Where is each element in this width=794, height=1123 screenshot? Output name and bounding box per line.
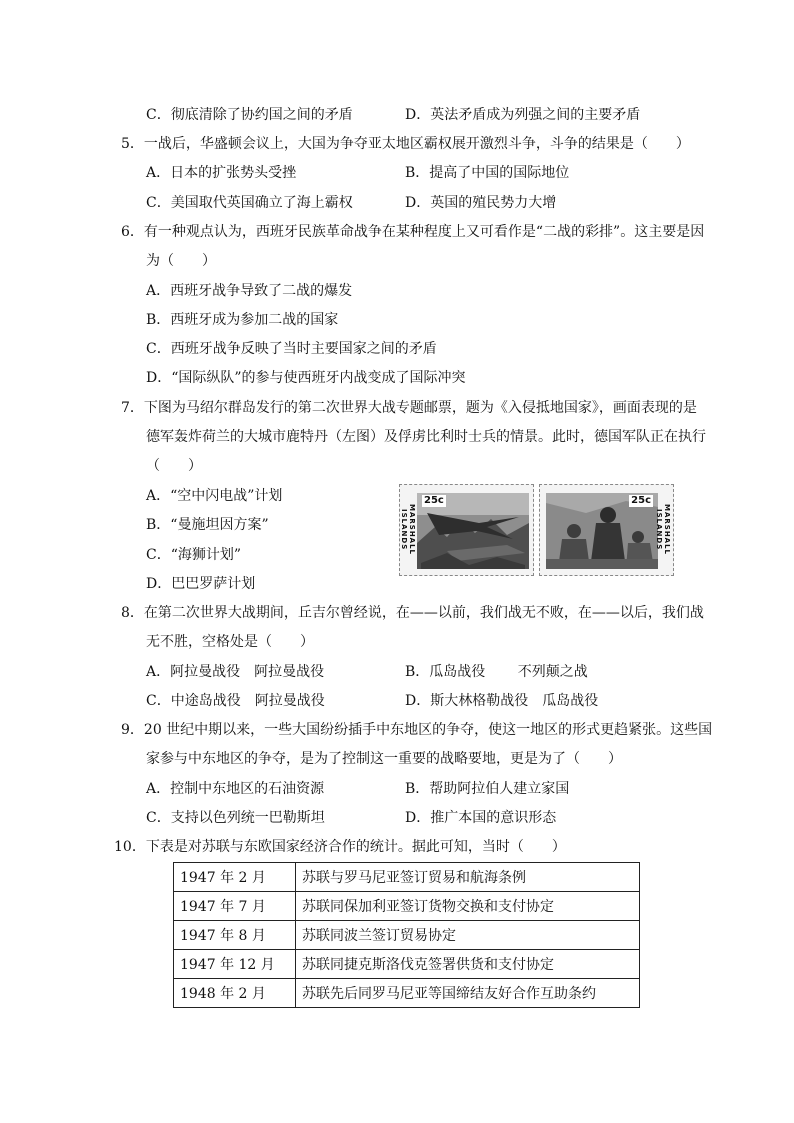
q9-option-a: A．控制中东地区的石油资源 [146,781,325,797]
table-cell-event: 苏联同波兰签订贸易协定 [296,921,640,950]
table-row [174,921,640,950]
table-cell-date: 1947 年 12 月 [174,950,296,979]
q6-option-d: D．“国际纵队”的参与使西班牙内战变成了国际冲突 [146,370,466,386]
q9-option-d: D．推广本国的意识形态 [405,810,557,826]
stamp-right-country: MARSHALL ISLANDS [655,504,671,556]
q7-option-c: C．“海狮计划” [146,547,242,563]
q6-option-b: B．西班牙成为参加二战的国家 [146,312,339,328]
q8-stem-line2: 无不胜，空格处是（ ） [146,634,314,650]
q8-stem-line1: 8．在第二次世界大战期间，丘吉尔曾经说，在——以前，我们战无不败，在——以后，我们战 [121,605,704,621]
q5-option-b: B．提高了中国的国际地位 [405,165,570,181]
table-cell-date: 1947 年 8 月 [174,921,296,950]
q8-option-a: A．阿拉曼战役 阿拉曼战役 [146,664,325,680]
q9-stem-line2: 家参与中东地区的争夺，是为了控制这一重要的战略要地，更是为了（ ） [146,751,622,767]
table-cell-date: 1947 年 2 月 [174,863,296,892]
table-row [174,863,640,892]
q9-stem-line1: 9．20 世纪中期以来，一些大国纷纷插手中东地区的争夺，使这一地区的形式更趋紧张。这些国 [121,722,713,738]
table-row [174,950,640,979]
q7-option-b: B．“曼施坦因方案” [146,517,269,533]
q7-stem-line3: （ ） [146,458,202,474]
q7-option-d: D．巴巴罗萨计划 [146,576,256,592]
q5-option-d: D．英国的殖民势力大增 [405,195,557,211]
table-cell-event: 苏联同保加利亚签订货物交换和支付协定 [296,892,640,921]
q4-option-c: C．彻底清除了协约国之间的矛盾 [146,107,353,123]
q6-stem-line1: 6．有一种观点认为，西班牙民族革命战争在某种程度上又可看作是“二战的彩排”。这主要是因 [121,224,705,240]
q7-stem-line2: 德军轰炸荷兰的大城市鹿特丹（左图）及俘虏比利时士兵的情景。此时，德国军队正在执行 [146,429,706,445]
q10-stem: 10．下表是对苏联与东欧国家经济合作的统计。据此可知，当时（ ） [114,839,566,855]
q8-option-d: D．斯大林格勒战役 瓜岛战役 [405,693,599,709]
q4-option-d: D．英法矛盾成为列强之间的主要矛盾 [405,107,641,123]
q5-option-a: A．日本的扩张势头受挫 [146,165,297,181]
q6-option-a: A．西班牙战争导致了二战的爆发 [146,283,353,299]
stamp-right-value: 25c [631,495,651,506]
q9-option-b: B．帮助阿拉伯人建立家国 [405,781,570,797]
stamp-right [539,484,674,576]
table-cell-event: 苏联先后同罗马尼亚等国缔结友好合作互助条约 [296,979,640,1008]
q5-option-c: C．美国取代英国确立了海上霸权 [146,195,353,211]
q8-option-c: C．中途岛战役 阿拉曼战役 [146,693,325,709]
stamp-left-value: 25c [424,495,444,506]
q7-option-a: A．“空中闪电战”计划 [146,488,283,504]
q7-stem-line1: 7．下图为马绍尔群岛发行的第二次世界大战专题邮票，题为《入侵抵地国家》，画面表现的是 [121,400,697,416]
table-cell-event: 苏联与罗马尼亚签订贸易和航海条例 [296,863,640,892]
table-cell-event: 苏联同捷克斯洛伐克签署供货和支付协定 [296,950,640,979]
q10-table [173,862,640,1008]
table-cell-date: 1947 年 7 月 [174,892,296,921]
q5-stem: 5．一战后，华盛顿会议上，大国为争夺亚太地区霸权展开激烈斗争，斗争的结果是（ ） [121,136,690,152]
table-cell-date: 1948 年 2 月 [174,979,296,1008]
table-row [174,892,640,921]
table-row [174,979,640,1008]
stamp-left [399,484,534,576]
stamp-images [399,484,674,576]
stamp-left-country: MARSHALL ISLANDS [400,504,416,556]
q8-option-b: B．瓜岛战役 不列颠之战 [405,664,588,680]
q9-option-c: C．支持以色列统一巴勒斯坦 [146,810,325,826]
q6-stem-line2: 为（ ） [146,253,216,269]
q6-option-c: C．西班牙战争反映了当时主要国家之间的矛盾 [146,341,437,357]
